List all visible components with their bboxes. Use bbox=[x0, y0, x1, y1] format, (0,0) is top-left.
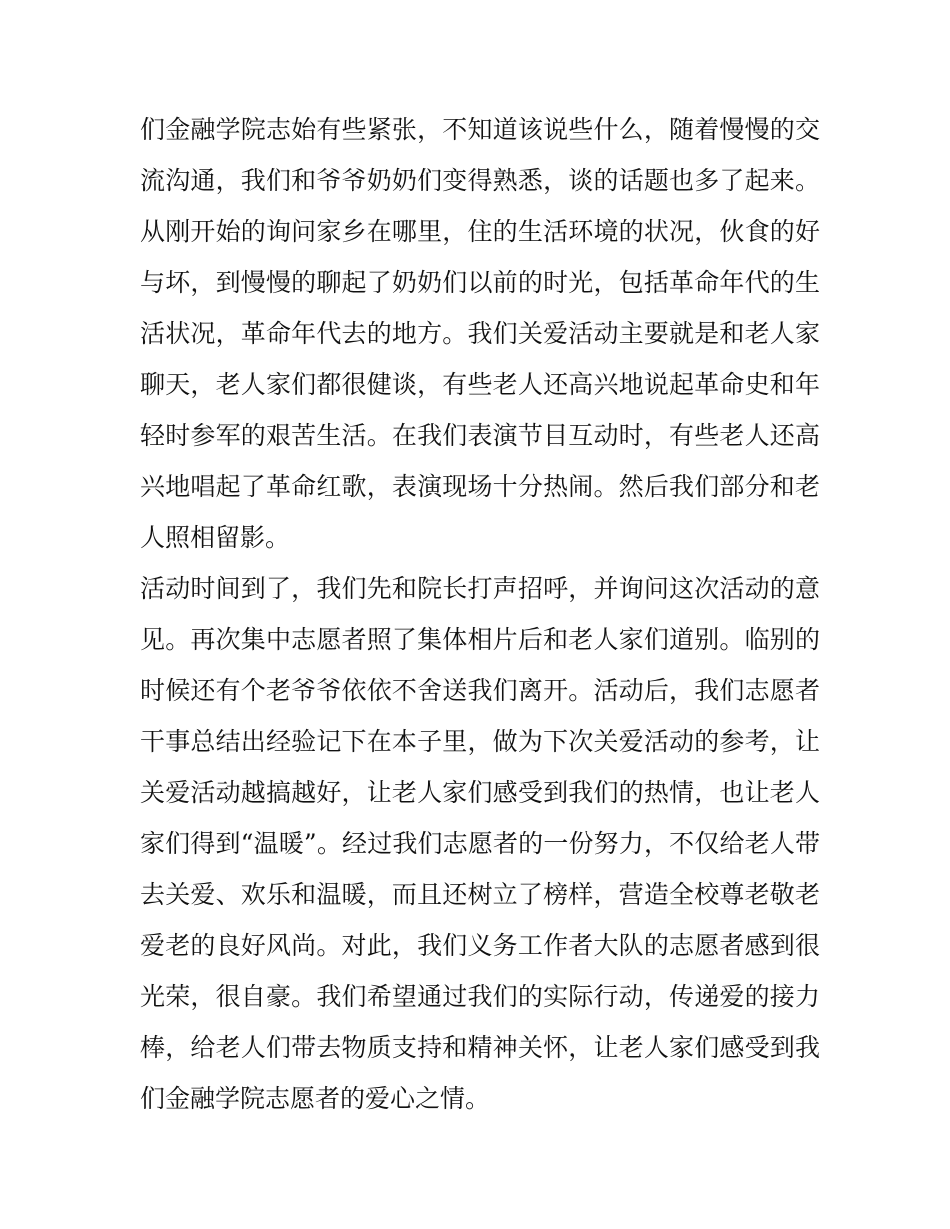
text-line: 去关爱、欢乐和温暖，而且还树立了榜样，营造全校尊老敬老 bbox=[140, 880, 820, 909]
text-line: 活动时间到了，我们先和院长打声招呼，并询问这次活动的意 bbox=[140, 574, 820, 603]
text-line: 流沟通，我们和爷爷奶奶们变得熟悉，谈的话题也多了起来。 bbox=[140, 166, 820, 195]
text-line: 干事总结出经验记下在本子里，做为下次关爱活动的参考，让 bbox=[140, 727, 820, 756]
paragraph-2 bbox=[140, 563, 820, 1124]
text-line: 从刚开始的询问家乡在哪里，住的生活环境的状况，伙食的好 bbox=[140, 217, 820, 246]
paragraph-1 bbox=[140, 104, 820, 563]
text-line: 棒，给老人们带去物质支持和精神关怀，让老人家们感受到我 bbox=[140, 1033, 820, 1062]
text-line: 聊天，老人家们都很健谈，有些老人还高兴地说起革命史和年 bbox=[140, 370, 820, 399]
text-line: 们金融学院志始有些紧张，不知道该说些什么，随着慢慢的交 bbox=[140, 115, 820, 144]
text-line: 轻时参军的艰苦生活。在我们表演节目互动时，有些老人还高 bbox=[140, 421, 820, 450]
text-line: 爱老的良好风尚。对此，我们义务工作者大队的志愿者感到很 bbox=[140, 931, 820, 960]
text-line: 活状况，革命年代去的地方。我们关爱活动主要就是和老人家 bbox=[140, 319, 820, 348]
document-body bbox=[140, 104, 820, 1124]
text-line: 光荣，很自豪。我们希望通过我们的实际行动，传递爱的接力 bbox=[140, 982, 820, 1011]
text-line: 们金融学院志愿者的爱心之情。 bbox=[140, 1084, 491, 1113]
text-line: 兴地唱起了革命红歌，表演现场十分热闹。然后我们部分和老 bbox=[140, 472, 820, 501]
text-line: 时候还有个老爷爷依依不舍送我们离开。活动后，我们志愿者 bbox=[140, 676, 820, 705]
text-line: 家们得到“温暖”。经过我们志愿者的一份努力，不仅给老人带 bbox=[140, 829, 820, 858]
text-line: 关爱活动越搞越好，让老人家们感受到我们的热情，也让老人 bbox=[140, 778, 820, 807]
text-line: 人照相留影。 bbox=[140, 523, 291, 552]
text-line: 与坏，到慢慢的聊起了奶奶们以前的时光，包括革命年代的生 bbox=[140, 268, 820, 297]
text-line: 见。再次集中志愿者照了集体相片后和老人家们道别。临别的 bbox=[140, 625, 820, 654]
